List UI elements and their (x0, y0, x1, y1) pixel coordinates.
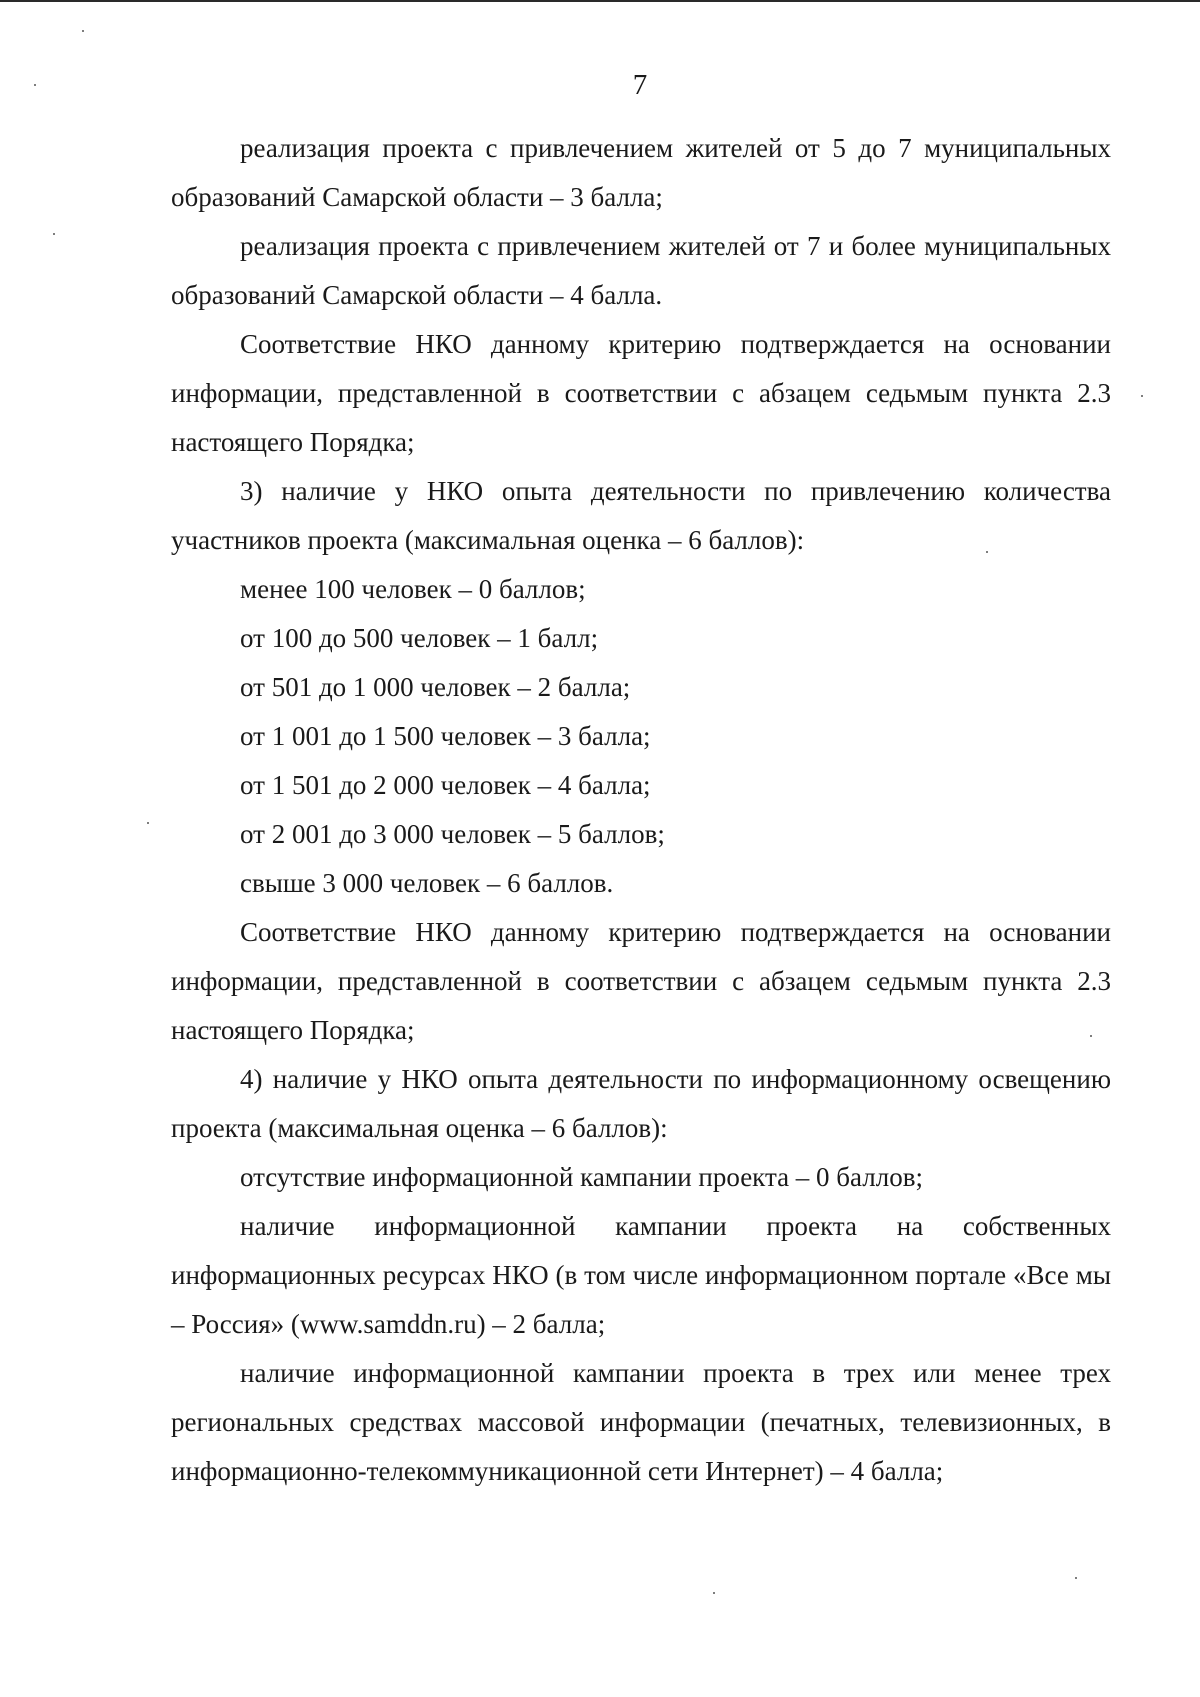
document-body (171, 124, 1111, 1496)
scan-speck (147, 822, 149, 824)
page-number: 7 (632, 69, 648, 101)
scan-speck (1075, 1577, 1077, 1579)
scan-speck (713, 1592, 715, 1594)
scan-speck (1141, 395, 1143, 397)
list-item-participants-over-3000: свыше 3 000 человек – 6 баллов. (240, 868, 614, 898)
scan-speck (1090, 1035, 1092, 1037)
paragraph-compliance-note-2: Соответствие НКО данному критерию подтверждается на основании информации, представленной в соответствии с абзацем седьмым пункта 2.3 настоящего Порядка; (171, 917, 1111, 1045)
scan-speck (82, 30, 84, 32)
list-item-participants-1001-1500: от 1 001 до 1 500 человек – 3 балла; (240, 721, 651, 751)
paragraph-criterion-5-7-municipalities: реализация проекта с привлечением жителей от 5 до 7 муниципальных образований Самарской области – 3 балла; (171, 133, 1111, 212)
scan-speck (986, 551, 988, 553)
list-item-participants-100-500: от 100 до 500 человек – 1 балл; (240, 623, 599, 653)
list-item-own-resources-campaign: наличие информационной кампании проекта на собственных информационных ресурсах НКО (в том числе информационном портале «Все мы – Россия» (www.samddn.ru) – 2 балла; (171, 1211, 1111, 1339)
paragraph-compliance-note-1: Соответствие НКО данному критерию подтверждается на основании информации, представленной в соответствии с абзацем седьмым пункта 2.3 настоящего Порядка; (171, 329, 1111, 457)
top-scan-border (0, 0, 1200, 2)
paragraph-criterion-4-heading: 4) наличие у НКО опыта деятельности по информационному освещению проекта (максимальная оценка – 6 баллов): (171, 1064, 1111, 1143)
paragraph-criterion-7-plus-municipalities: реализация проекта с привлечением жителей от 7 и более муниципальных образований Самарской области – 4 балла. (171, 231, 1111, 310)
list-item-participants-1501-2000: от 1 501 до 2 000 человек – 4 балла; (240, 770, 651, 800)
scan-speck (34, 84, 36, 86)
list-item-regional-media-campaign: наличие информационной кампании проекта в трех или менее трех региональных средствах массовой информации (печатных, телевизионных, в информационно-телекоммуникационной сети Интернет) – 4 балла; (171, 1358, 1111, 1486)
scan-speck (53, 233, 55, 235)
paragraph-criterion-3-heading: 3) наличие у НКО опыта деятельности по привлечению количества участников проекта (максимальная оценка – 6 баллов): (171, 476, 1111, 555)
list-item-no-info-campaign: отсутствие информационной кампании проекта – 0 баллов; (240, 1162, 923, 1192)
list-item-participants-2001-3000: от 2 001 до 3 000 человек – 5 баллов; (240, 819, 665, 849)
list-item-participants-under-100: менее 100 человек – 0 баллов; (240, 574, 586, 604)
list-item-participants-501-1000: от 501 до 1 000 человек – 2 балла; (240, 672, 631, 702)
